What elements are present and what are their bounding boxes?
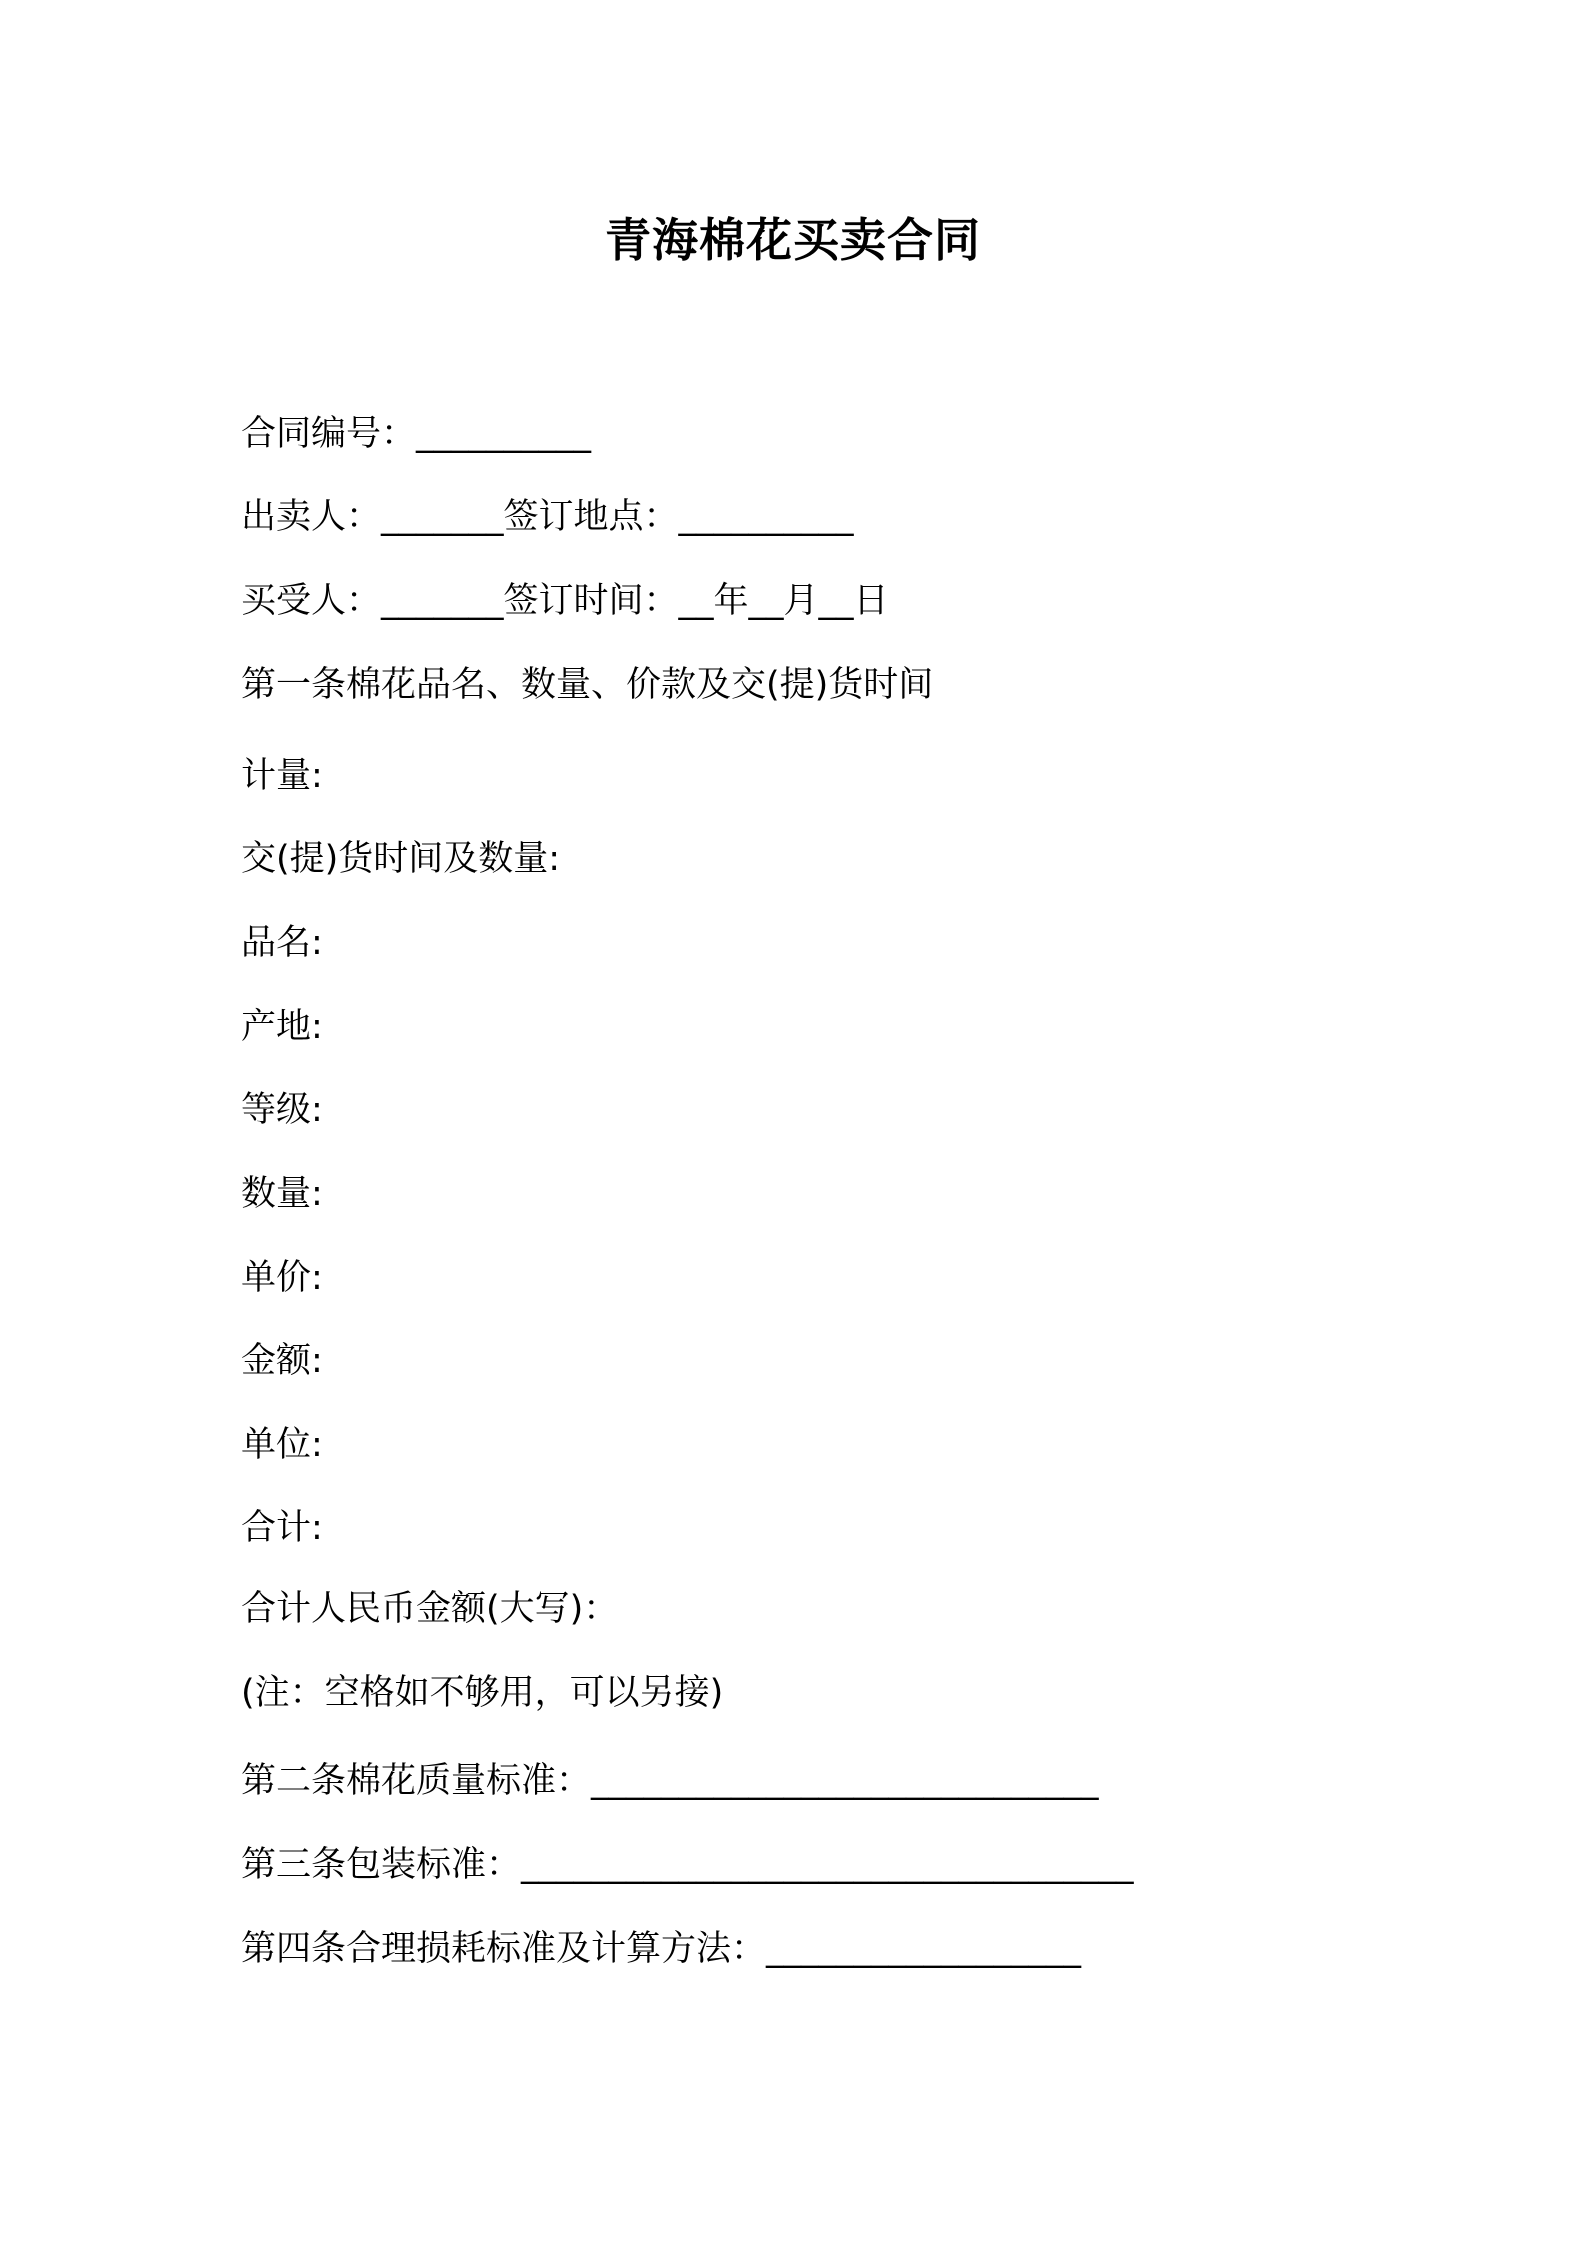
article-4-line: 第四条合理损耗标准及计算方法：__________________ xyxy=(241,1929,1082,1969)
article-2-line: 第二条棉花质量标准：_____________________________ xyxy=(241,1761,1099,1801)
article-3-line: 第三条包装标准：___________________________________ xyxy=(241,1845,1134,1885)
product-name-line: 品名: xyxy=(241,923,323,963)
grade-line: 等级: xyxy=(241,1090,323,1130)
document-title: 青海棉花买卖合同 xyxy=(605,213,981,267)
total-rmb-uppercase-line: 合计人民币金额(大写)： xyxy=(241,1589,619,1629)
unit-price-line: 单价: xyxy=(241,1258,323,1298)
note-line: (注：空格如不够用，可以另接) xyxy=(241,1673,724,1713)
buyer-line: 买受人：_______签订时间：__年__月__日 xyxy=(241,581,889,621)
contract-number-line: 合同编号：__________ xyxy=(241,414,592,454)
measurement-line: 计量: xyxy=(241,756,323,796)
article-1-heading: 第一条棉花品名、数量、价款及交(提)货时间 xyxy=(241,665,934,705)
total-line: 合计: xyxy=(241,1508,323,1548)
quantity-line: 数量: xyxy=(241,1174,323,1214)
unit-line: 单位: xyxy=(241,1425,323,1465)
delivery-time-quantity-line: 交(提)货时间及数量: xyxy=(241,839,561,879)
seller-line: 出卖人：_______签订地点：__________ xyxy=(241,497,854,537)
origin-line: 产地: xyxy=(241,1007,323,1047)
amount-line: 金额: xyxy=(241,1341,323,1381)
